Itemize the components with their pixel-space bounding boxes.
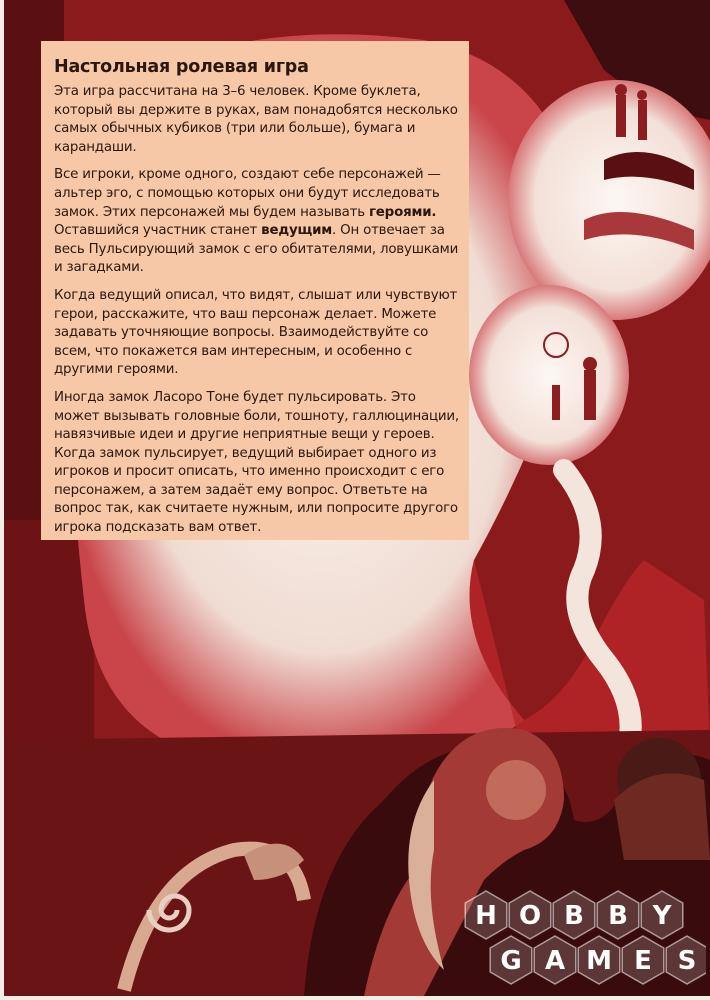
- intro-text-box: [41, 41, 469, 540]
- watermark-letter: B: [608, 901, 628, 931]
- paragraph-text: Оставшийся участник станет: [54, 223, 262, 239]
- paragraph-text: Эта игра рассчитана на 3–6 человек. Кроме буклета, который вы держите в руках, вам понадобятся несколько самых обычных кубиков (три или больше), бумага и карандаши.: [54, 84, 458, 155]
- bold-term: ведущим: [261, 223, 333, 239]
- watermark-letter: B: [564, 901, 584, 931]
- paragraph-text: . Он отвечает за весь Пульсирующий замок с его обитателями, ловушками и загадками.: [54, 223, 459, 276]
- body-paragraph: [54, 389, 460, 538]
- watermark-letter: H: [475, 901, 497, 931]
- watermark-letter: M: [586, 946, 612, 976]
- body-paragraph: [54, 166, 460, 278]
- watermark-letter: E: [634, 946, 652, 976]
- bold-term: героями.: [369, 204, 437, 220]
- watermark-letter: A: [544, 946, 566, 976]
- section-title: Настольная ролевая игра: [54, 57, 309, 77]
- section-body: [54, 83, 460, 538]
- hobby-games-watermark: [456, 888, 706, 993]
- body-paragraph: [54, 83, 460, 157]
- body-paragraph: [54, 287, 460, 380]
- watermark-letter: O: [518, 901, 542, 931]
- paragraph-text: Все игроки, кроме одного, создают себе персонажей — альтер эго, с помощью которых они будут исследовать замок. Этих персонажей мы будем называть: [54, 167, 441, 220]
- paragraph-text: Иногда замок Ласоро Тоне будет пульсировать. Это может вызывать головные боли, тошноту, галлюцинации, навязчивые идеи и другие неприятные вещи у героев. Когда замок пульсирует, ведущий выбирает одного из игроков и просит описать, что именно происходит с его персонажем, а затем задаёт ему вопрос. Ответьте на вопрос так, как считаете нужным, или попросите другого игрока подсказать вам ответ.: [54, 389, 459, 536]
- page: [4, 0, 710, 996]
- paragraph-text: Когда ведущий описал, что видят, слышат или чувствуют герои, расскажите, что ваш персонаж делает. Можете задавать уточняющие вопросы. Взаимодействуйте со всем, что покажется вам интересным, и особенно с другими героями.: [54, 287, 458, 378]
- watermark-letter: S: [677, 946, 697, 976]
- watermark-letter: Y: [652, 901, 672, 931]
- watermark-letter: G: [500, 946, 522, 976]
